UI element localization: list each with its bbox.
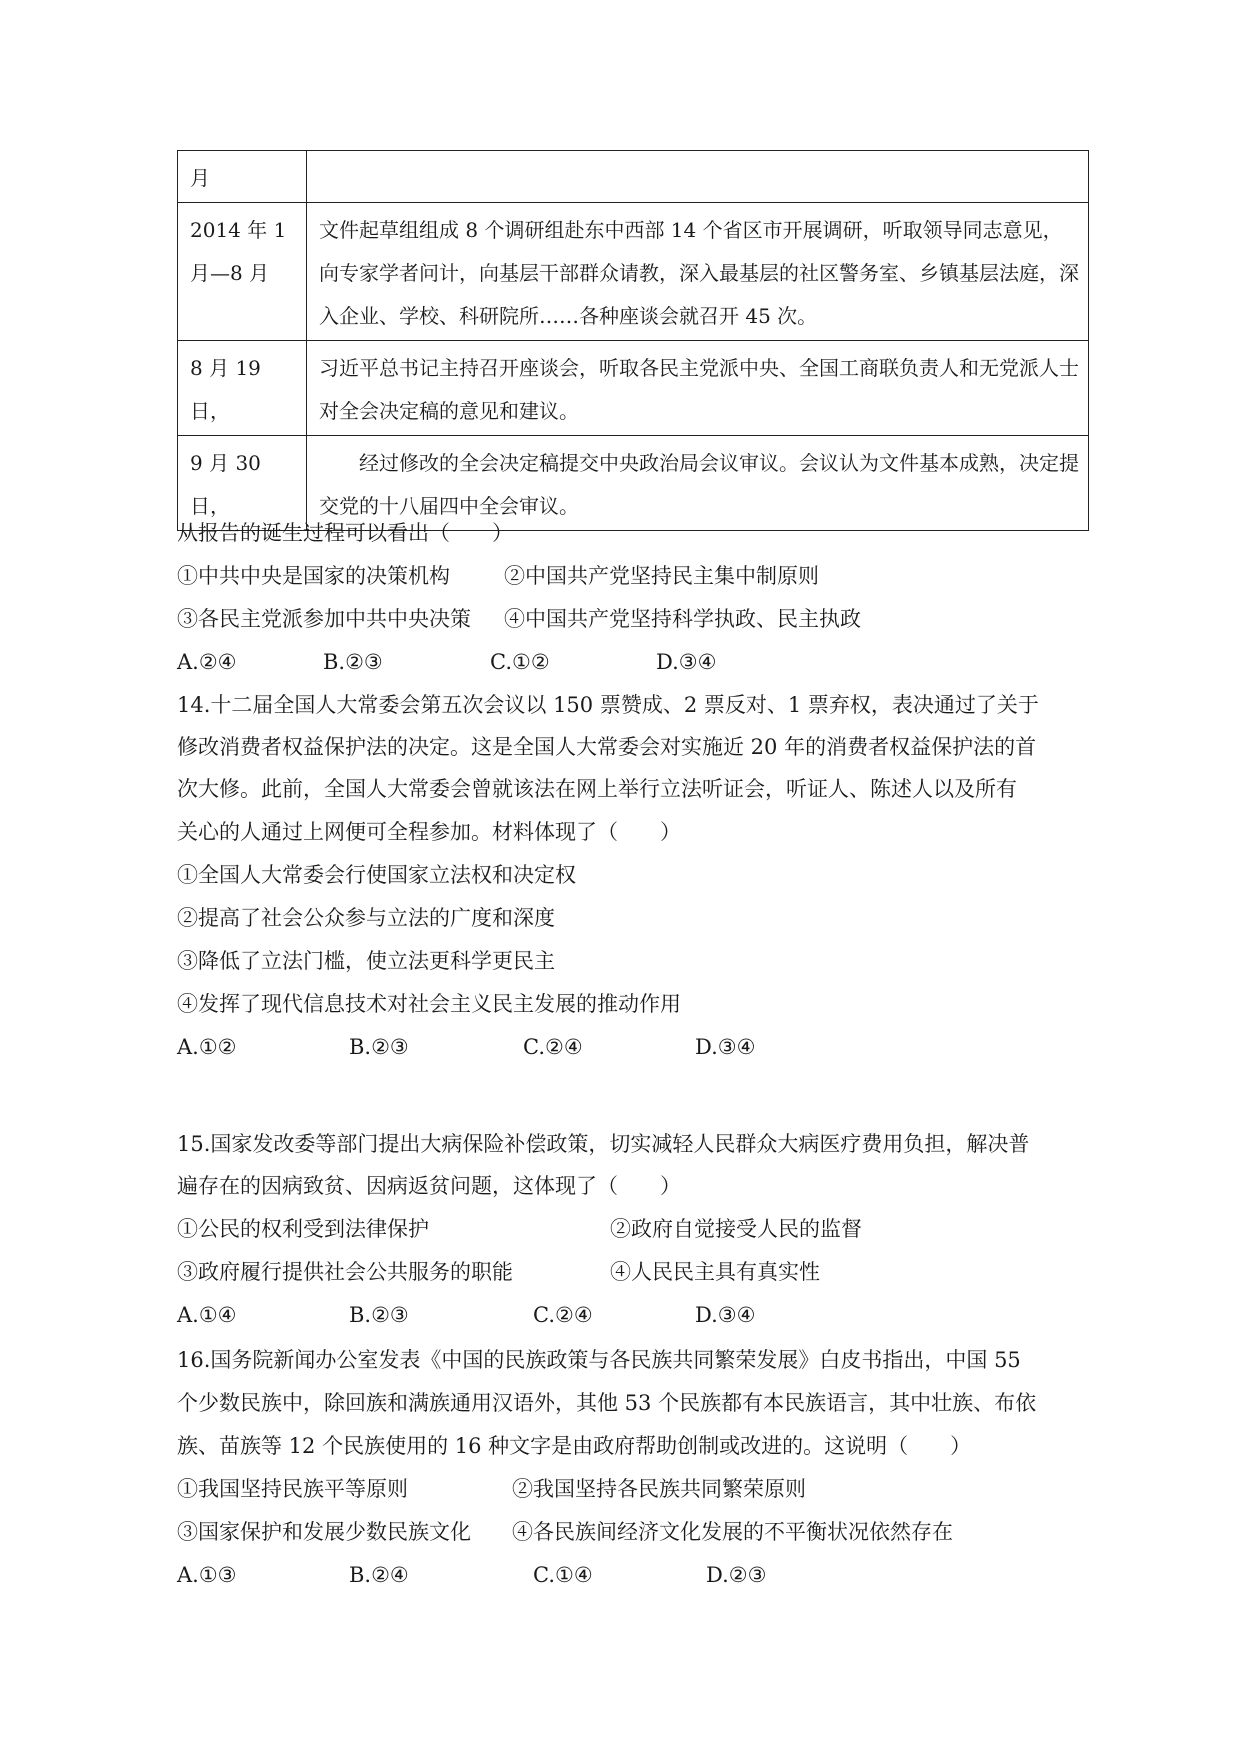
q16-stem-line: 族、苗族等 12 个民族使用的 16 种文字是由政府帮助创制或改进的。这说明（ ） xyxy=(177,1434,972,1458)
table-row xyxy=(178,151,1089,203)
table-date-cell: 2014 年 1 月—8 月 xyxy=(178,203,307,341)
table-row xyxy=(178,203,1089,341)
q16-stem-line: 16.国务院新闻办公室发表《中国的民族政策与各民族共同繁荣发展》白皮书指出，中国 55 xyxy=(177,1348,1021,1372)
q16-item-4: ④各民族间经济文化发展的不平衡状况依然存在 xyxy=(512,1520,953,1544)
q15-stem-line: 遍存在的因病致贫、因病返贫问题，这体现了（ ） xyxy=(177,1174,681,1198)
q16-choice-c: C.①④ xyxy=(533,1563,593,1587)
q16-choice-b: B.②④ xyxy=(349,1563,409,1587)
q13-choice-a: A.②④ xyxy=(177,650,237,674)
q14-stem-line: 14.十二届全国人大常委会第五次会议以 150 票赞成、2 票反对、1 票弃权，表决通过了关于 xyxy=(177,693,1039,717)
q16-stem-line: 个少数民族中，除回族和满族通用汉语外，其他 53 个民族都有本民族语言，其中壮族、布依 xyxy=(177,1391,1037,1415)
q14-item-1: ①全国人大常委会行使国家立法权和决定权 xyxy=(177,863,576,887)
q13-item-1: ①中共中央是国家的决策机构 xyxy=(177,564,450,588)
q13-stem: 从报告的诞生过程可以看出（ ） xyxy=(177,521,513,545)
q14-choice-a: A.①② xyxy=(177,1035,237,1059)
q14-stem-line: 修改消费者权益保护法的决定。这是全国人大常委会对实施近 20 年的消费者权益保护法的首 xyxy=(177,735,1037,759)
table-date-cell: 8 月 19 日， xyxy=(178,341,307,436)
table-text-cell xyxy=(307,151,1089,203)
q15-item-4: ④人民民主具有真实性 xyxy=(610,1260,820,1284)
q15-item-1: ①公民的权利受到法律保护 xyxy=(177,1217,429,1241)
q14-item-4: ④发挥了现代信息技术对社会主义民主发展的推动作用 xyxy=(177,992,681,1016)
table-text-cell: 经过修改的全会决定稿提交中央政治局会议审议。会议认为文件基本成熟，决定提交党的十八届四中全会审议。 xyxy=(307,436,1089,531)
q14-stem-line: 关心的人通过上网便可全程参加。材料体现了（ ） xyxy=(177,820,681,844)
q14-choice-c: C.②④ xyxy=(523,1035,583,1059)
q14-stem-line: 次大修。此前，全国人大常委会曾就该法在网上举行立法听证会，听证人、陈述人以及所有 xyxy=(177,777,1017,801)
table-date-cell: 月 xyxy=(178,151,307,203)
q16-choice-a: A.①③ xyxy=(177,1563,237,1587)
q14-item-3: ③降低了立法门槛，使立法更科学更民主 xyxy=(177,949,555,973)
table-date-cell: 9 月 30 日， xyxy=(178,436,307,531)
q15-choice-b: B.②③ xyxy=(349,1303,409,1327)
q14-choice-d: D.③④ xyxy=(695,1035,756,1059)
table-row xyxy=(178,341,1089,436)
table-text-cell: 习近平总书记主持召开座谈会，听取各民主党派中央、全国工商联负责人和无党派人士对全会决定稿的意见和建议。 xyxy=(307,341,1089,436)
q16-item-2: ②我国坚持各民族共同繁荣原则 xyxy=(512,1477,806,1501)
table-text-cell: 文件起草组组成 8 个调研组赴东中西部 14 个省区市开展调研，听取领导同志意见，向专家学者问计，向基层干部群众请教，深入最基层的社区警务室、乡镇基层法庭，深入企业、学校、科研院所……各种座谈会就召开 45 次。 xyxy=(307,203,1089,341)
q13-item-4: ④中国共产党坚持科学执政、民主执政 xyxy=(504,607,861,631)
q13-item-2: ②中国共产党坚持民主集中制原则 xyxy=(504,564,819,588)
q15-choice-a: A.①④ xyxy=(177,1303,237,1327)
q13-choice-b: B.②③ xyxy=(323,650,383,674)
q15-choice-c: C.②④ xyxy=(533,1303,593,1327)
q15-item-3: ③政府履行提供社会公共服务的职能 xyxy=(177,1260,513,1284)
q16-item-3: ③国家保护和发展少数民族文化 xyxy=(177,1520,471,1544)
q13-choice-d: D.③④ xyxy=(656,650,717,674)
q16-item-1: ①我国坚持民族平等原则 xyxy=(177,1477,408,1501)
q13-item-3: ③各民主党派参加中共中央决策 xyxy=(177,607,471,631)
q15-item-2: ②政府自觉接受人民的监督 xyxy=(610,1217,862,1241)
q13-choice-c: C.①② xyxy=(490,650,550,674)
q16-choice-d: D.②③ xyxy=(706,1563,767,1587)
q14-item-2: ②提高了社会公众参与立法的广度和深度 xyxy=(177,906,555,930)
q15-choice-d: D.③④ xyxy=(695,1303,756,1327)
timeline-table xyxy=(177,150,1089,531)
q15-stem-line: 15.国家发改委等部门提出大病保险补偿政策，切实减轻人民群众大病医疗费用负担，解决普 xyxy=(177,1132,1030,1156)
q14-choice-b: B.②③ xyxy=(349,1035,409,1059)
